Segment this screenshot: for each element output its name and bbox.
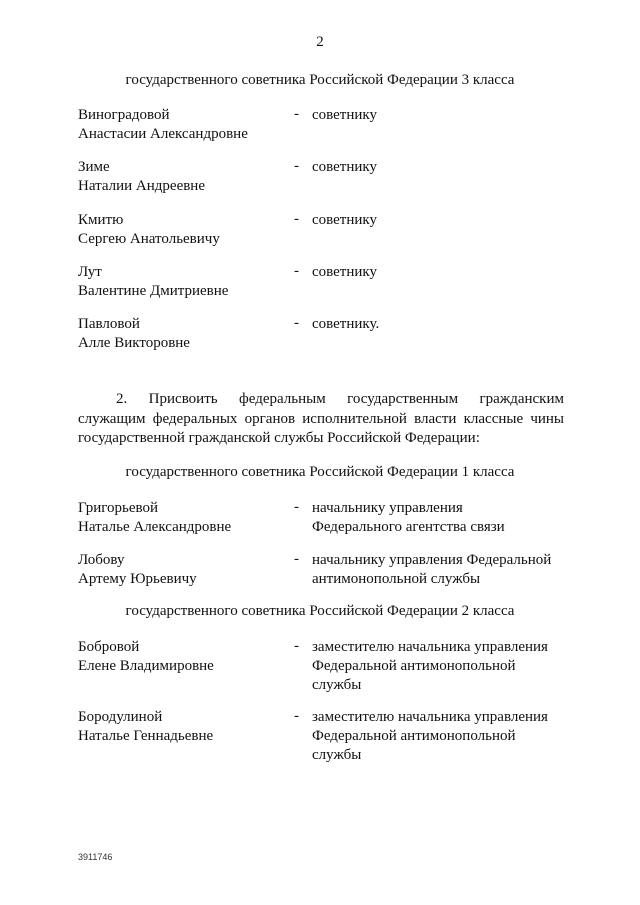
appointee-surname: Кмитю <box>78 212 124 228</box>
position-line: Федеральной антимонопольной <box>312 658 516 674</box>
dash-separator: - <box>294 315 299 331</box>
position-line: советнику <box>312 264 377 280</box>
appointee-position <box>312 106 377 125</box>
position-line: службы <box>312 677 362 693</box>
dash-separator: - <box>294 638 299 654</box>
rank-heading-2-class: государственного советника Российской Федерации 2 класса <box>125 603 515 619</box>
appointee-surname: Лобову <box>78 552 125 568</box>
paragraph-2 <box>78 390 564 449</box>
position-line: антимонопольной службы <box>312 571 481 587</box>
dash-separator: - <box>294 106 299 122</box>
appointee-position <box>312 708 548 765</box>
appointee-given-name: Наталии Андреевне <box>78 178 205 194</box>
rank-heading-3-class: государственного советника Российской Федерации 3 класса <box>125 72 515 88</box>
appointee-position <box>312 211 377 230</box>
appointee-name <box>78 499 231 537</box>
appointee-position <box>312 499 505 537</box>
appointee-position <box>312 315 379 334</box>
dash-separator: - <box>294 708 299 724</box>
appointee-name <box>78 158 205 196</box>
rank-heading-1-class: государственного советника Российской Федерации 1 класса <box>125 464 515 480</box>
position-line: начальнику управления Федеральной <box>312 552 552 568</box>
dash-separator: - <box>294 211 299 227</box>
position-line: начальнику управления <box>312 500 463 516</box>
paragraph-line: государственной гражданской службы Российской Федерации: <box>78 430 480 446</box>
appointee-name <box>78 106 248 144</box>
appointee-position <box>312 551 551 589</box>
appointee-surname: Виноградовой <box>78 107 170 123</box>
position-line: службы <box>312 747 362 763</box>
appointee-surname: Бородулиной <box>78 709 163 725</box>
appointee-surname: Павловой <box>78 316 140 332</box>
appointee-given-name: Елене Владимировне <box>78 658 214 674</box>
appointee-position <box>312 158 377 177</box>
dash-separator: - <box>294 158 299 174</box>
position-line: Федерального агентства связи <box>312 519 505 535</box>
position-line: заместителю начальника управления <box>312 709 548 725</box>
appointee-surname: Лут <box>78 264 102 280</box>
appointee-given-name: Сергею Анатольевичу <box>78 231 220 247</box>
paragraph-line: служащим федеральных органов исполнительной власти классные чины <box>78 410 564 427</box>
appointee-name <box>78 638 214 676</box>
appointee-name <box>78 211 220 249</box>
position-line: советнику <box>312 159 377 175</box>
appointee-given-name: Валентине Дмитриевне <box>78 283 229 299</box>
document-code: 3911746 <box>78 852 113 862</box>
appointee-given-name: Алле Викторовне <box>78 335 190 351</box>
appointee-surname: Зиме <box>78 159 110 175</box>
position-line: Федеральной антимонопольной <box>312 728 516 744</box>
appointee-given-name: Наталье Александровне <box>78 519 232 535</box>
appointee-name <box>78 315 190 353</box>
page-number: 2 <box>316 34 324 50</box>
position-line: советнику <box>312 107 377 123</box>
appointee-name <box>78 708 213 746</box>
appointee-name <box>78 551 197 589</box>
paragraph-line: 2. Присвоить федеральным государственным гражданским <box>116 391 564 407</box>
appointee-given-name: Анастасии Александровне <box>78 126 248 142</box>
position-line: советнику. <box>312 316 380 332</box>
appointee-name <box>78 263 228 301</box>
position-line: советнику <box>312 212 377 228</box>
appointee-surname: Григорьевой <box>78 500 159 516</box>
dash-separator: - <box>294 499 299 515</box>
dash-separator: - <box>294 551 299 567</box>
position-line: заместителю начальника управления <box>312 639 548 655</box>
appointee-surname: Бобровой <box>78 639 140 655</box>
appointee-position <box>312 263 377 282</box>
appointee-position <box>312 638 548 695</box>
appointee-given-name: Наталье Геннадьевне <box>78 728 214 744</box>
appointee-given-name: Артему Юрьевичу <box>78 571 197 587</box>
dash-separator: - <box>294 263 299 279</box>
